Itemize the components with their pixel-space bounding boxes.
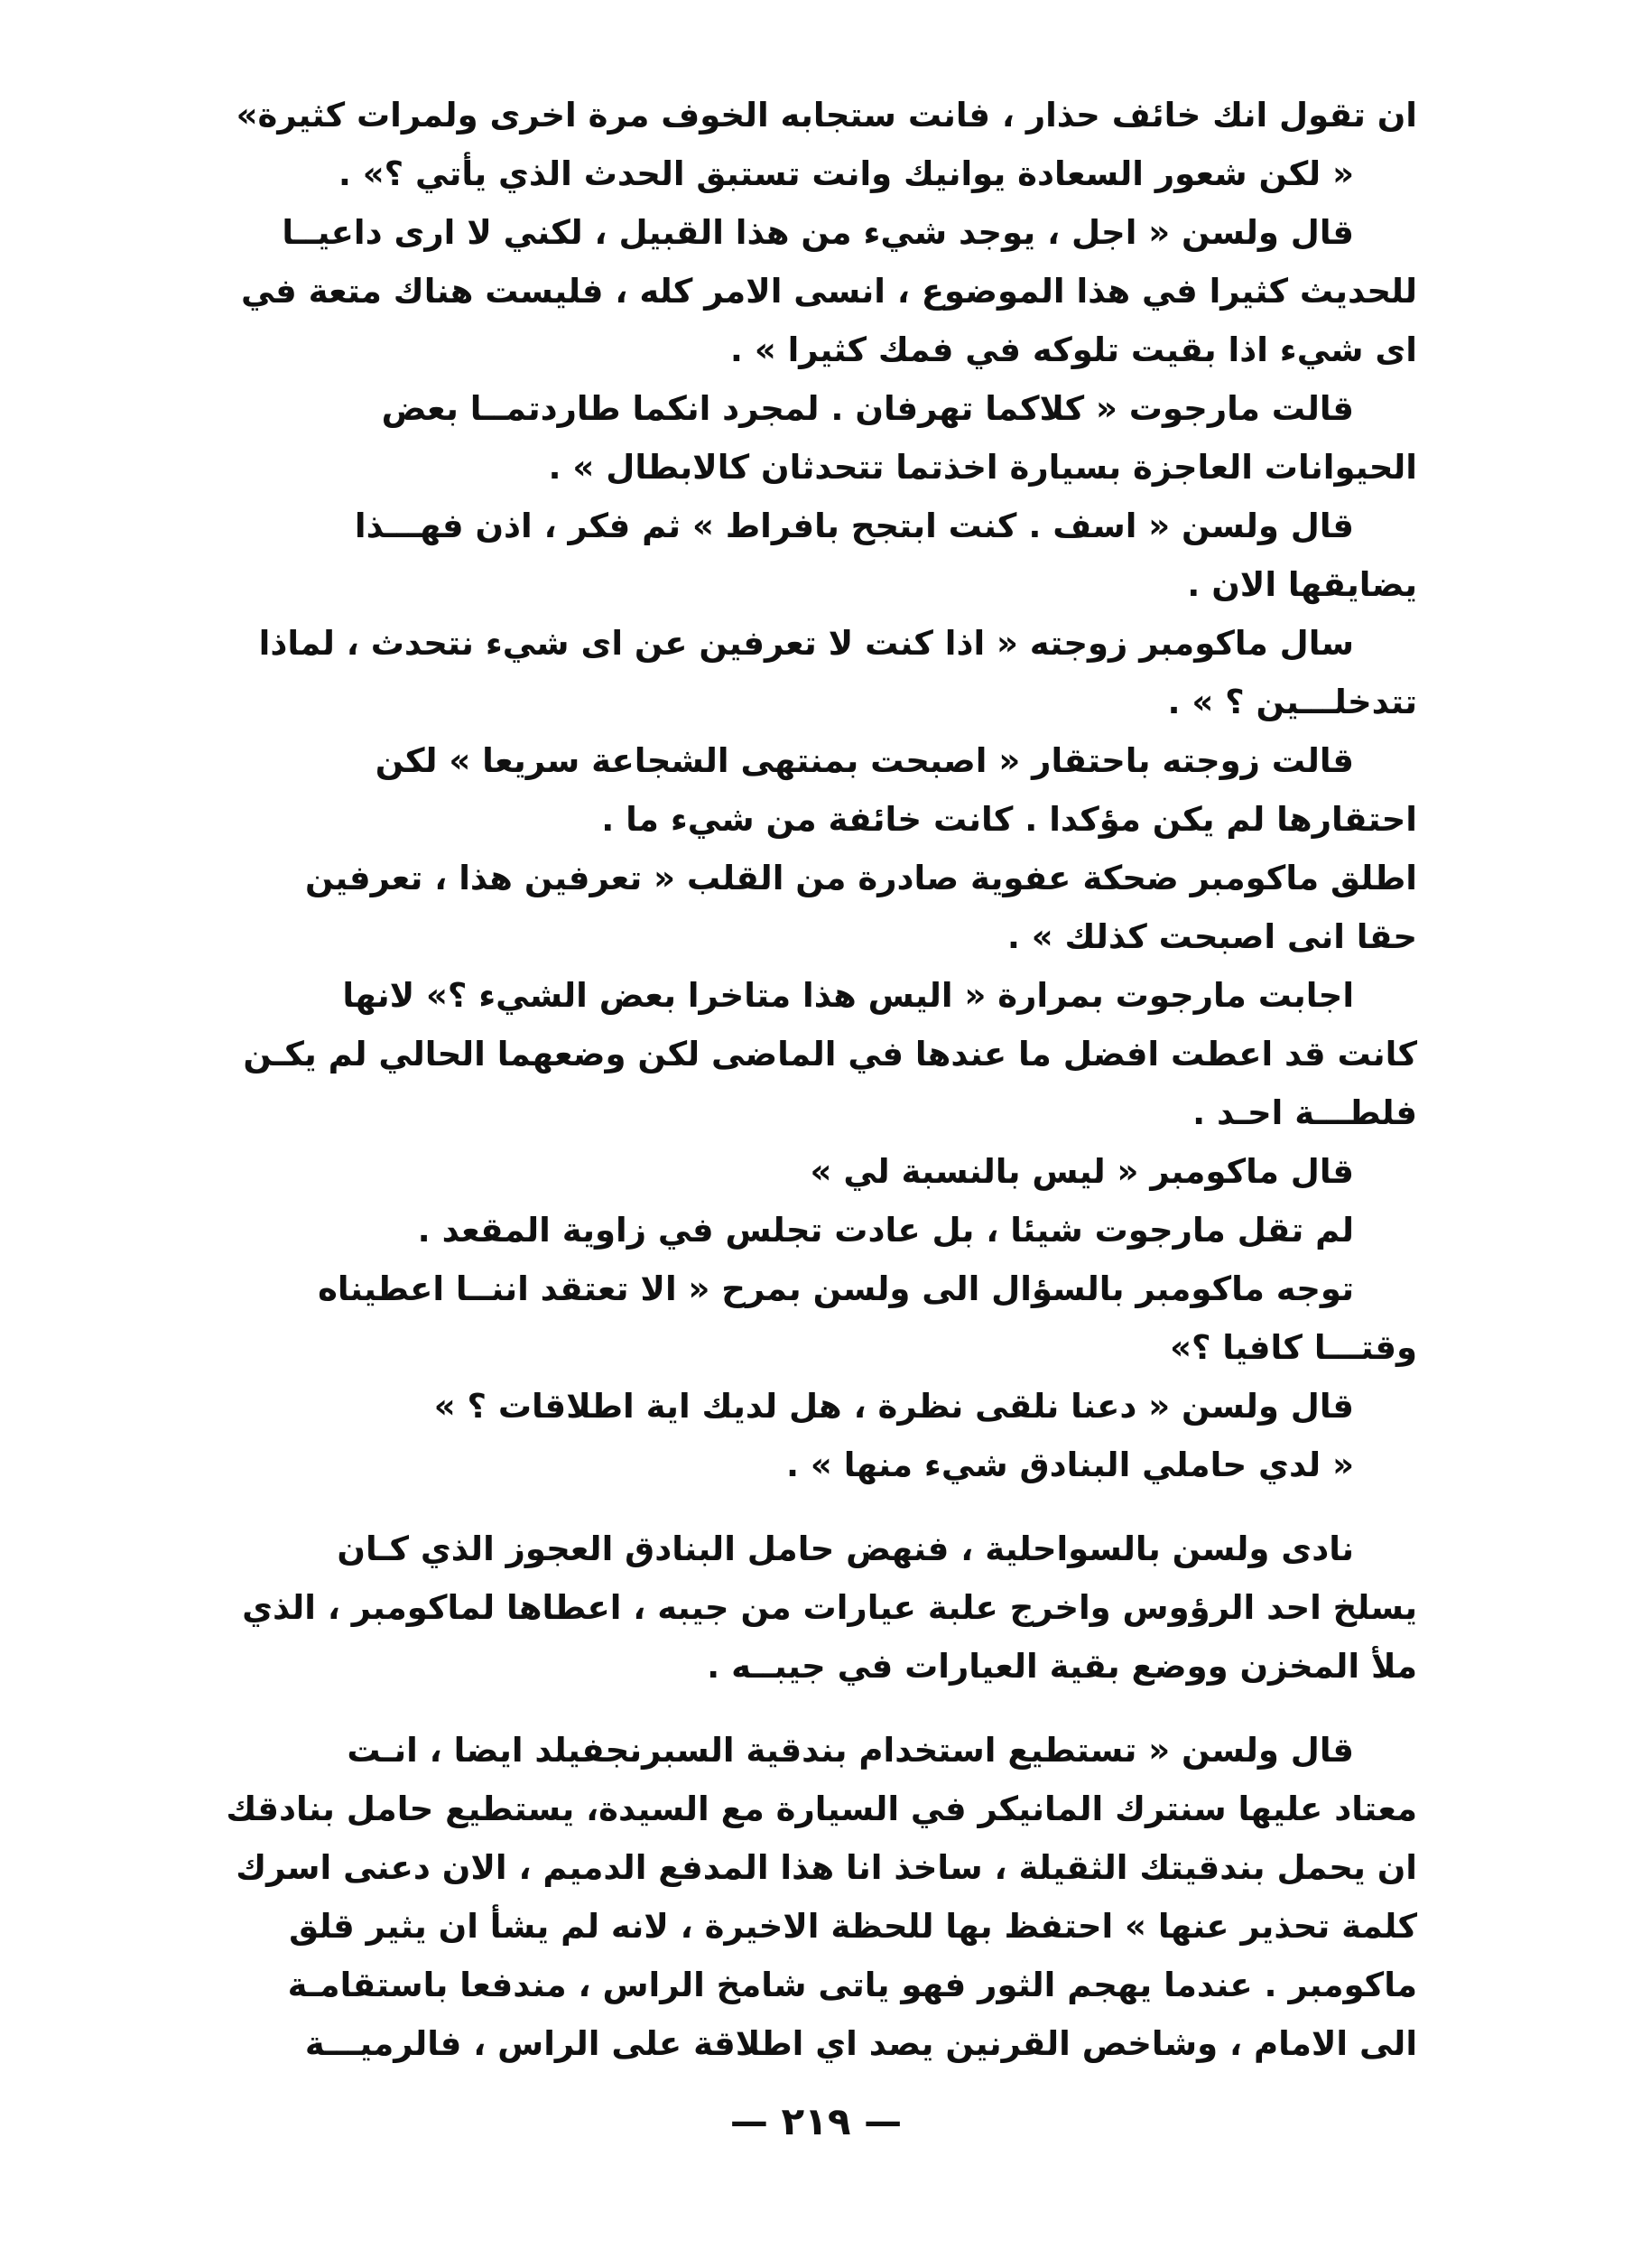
text-line: فلطـــة احـد . <box>1192 1093 1417 1132</box>
text-line: سال ماكومبر زوجته « اذا كنت لا تعرفين عن اى شيء نتحدث ، لماذا <box>258 624 1354 663</box>
text-line: ملأ المخزن ووضع بقية العيارات في جيبــه . <box>707 1647 1417 1686</box>
paragraph <box>208 203 1417 379</box>
text-line: نادى ولسن بالسواحلية ، فنهض حامل البنادق العجوز الذي كـان <box>337 1529 1354 1568</box>
text-line: ان يحمل بندقيتك الثقيلة ، ساخذ انا هذا المدفع الدميم ، الان دعنى اسرك <box>236 1848 1417 1887</box>
text-line: « لكن شعور السعادة يوانيك وانت تستبق الحدث الذي يأتي ؟» . <box>338 154 1354 193</box>
text-line: يضايقها الان . <box>1187 565 1417 604</box>
text-line: تتدخلـــين ؟ » . <box>1167 683 1417 721</box>
text-line: ماكومبر . عندما يهجم الثور فهو ياتى شامخ الراس ، مندفعا باستقامـة <box>287 1966 1417 2004</box>
paragraph <box>208 1520 1417 1696</box>
text-line: الحيوانات العاجزة بسيارة اخذتما تتحدثان كالابطال » . <box>548 448 1417 487</box>
paragraph <box>208 731 1417 849</box>
paragraph <box>208 1721 1417 2073</box>
paragraph <box>208 497 1417 614</box>
text-line: قالت زوجته باحتقار « اصبحت بمنتهى الشجاعة سريعا » لكن <box>375 741 1354 780</box>
paragraph <box>208 614 1417 731</box>
text-line: للحديث كثيرا في هذا الموضوع ، انسى الامر كله ، فليست هناك متعة في <box>241 272 1417 311</box>
text-line: احتقارها لم يكن مؤكدا . كانت خائفة من شيء ما . <box>601 800 1417 839</box>
text-line: الى الامام ، وشاخص القرنين يصد اي اطلاقة على الراس ، فالرميـــة <box>304 2024 1417 2063</box>
text-line: ان تقول انك خائف حذار ، فانت ستجابه الخوف مرة اخرى ولمرات كثيرة» <box>236 96 1417 135</box>
text-line: اجابت مارجوت بمرارة « اليس هذا متاخرا بعض الشيء ؟» لانها <box>342 976 1354 1015</box>
page-number: — ٢١٩ — <box>729 2099 903 2143</box>
text-line: قال ولسن « اجل ، يوجد شيء من هذا القبيل ، لكني لا ارى داعيــا <box>282 213 1354 252</box>
text-line: اطلق ماكومبر ضحكة عفوية صادرة من القلب « تعرفين هذا ، تعرفين <box>304 859 1417 897</box>
text-line: قال ولسن « دعنا نلقى نظرة ، هل لديك اية اطلاقات ؟ » <box>433 1387 1354 1426</box>
text-line: معتاد عليها سنترك المانيكر في السيارة مع السيدة، يستطيع حامل بنادقك <box>226 1789 1417 1828</box>
text-line: توجه ماكومبر بالسؤال الى ولسن بمرح « الا تعتقد اننــا اعطيناه <box>318 1269 1354 1308</box>
text-line: قال ولسن « اسف . كنت ابتجح بافراط » ثم فكر ، اذن فهـــذا <box>354 507 1354 545</box>
paragraph <box>208 849 1417 966</box>
text-line: وقتـــا كافيا ؟» <box>1170 1328 1417 1367</box>
text-line: كلمة تحذير عنها » احتفظ بها للحظة الاخيرة ، لانه لم يشأ ان يثير قلق <box>289 1907 1417 1946</box>
text-line: لم تقل مارجوت شيئا ، بل عادت تجلس في زاوية المقعد . <box>417 1211 1354 1250</box>
paragraph <box>208 1259 1417 1377</box>
paragraph <box>208 966 1417 1142</box>
paragraph <box>208 1142 1417 1259</box>
paragraph <box>208 1377 1417 1494</box>
paragraph <box>208 379 1417 497</box>
text-line: حقا انى اصبحت كذلك » . <box>1006 917 1417 956</box>
paragraph <box>208 86 1417 203</box>
page-body <box>208 86 1417 2073</box>
text-line: كانت قد اعطت افضل ما عندها في الماضى لكن وضعهما الحالي لم يكـن <box>243 1035 1417 1074</box>
text-line: قال ولسن « تستطيع استخدام بندقية السبرنجفيلد ايضا ، انـت <box>347 1731 1354 1770</box>
text-line: قال ماكومبر « ليس بالنسبة لي » <box>810 1152 1354 1191</box>
text-line: « لدي حاملي البنادق شيء منها » . <box>785 1445 1354 1484</box>
text-line: يسلخ احد الرؤوس واخرج علبة عيارات من جيبه ، اعطاها لماكومبر ، الذي <box>242 1588 1417 1627</box>
text-line: اى شيء اذا بقيت تلوكه في فمك كثيرا » . <box>729 330 1417 369</box>
text-line: قالت مارجوت « كلاكما تهرفان . لمجرد انكما طاردتمــا بعض <box>381 389 1354 428</box>
